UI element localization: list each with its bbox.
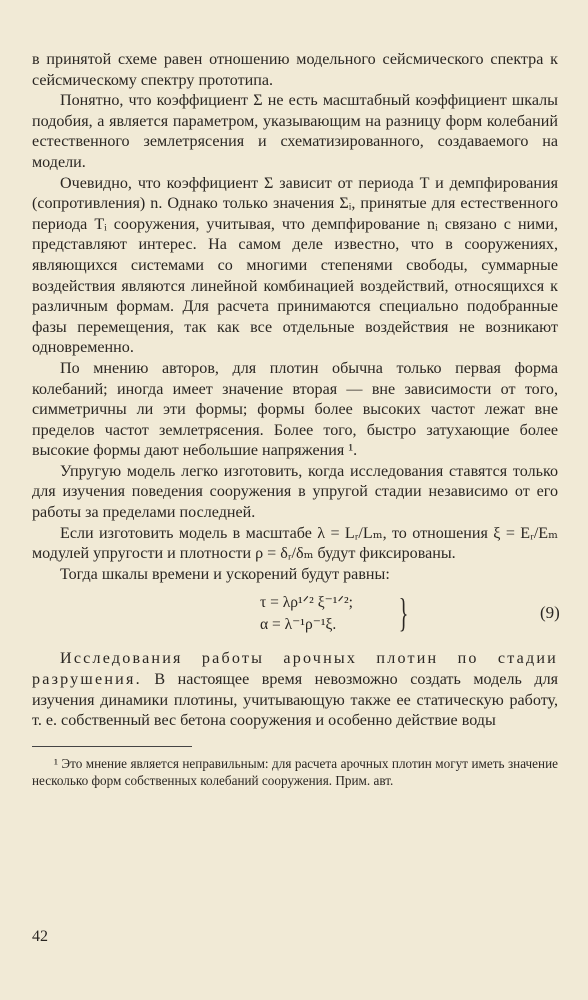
formula-9 [32, 589, 558, 643]
footnote-divider [32, 746, 192, 747]
right-brace-icon: } [398, 590, 409, 636]
paragraph-3: Очевидно, что коэффициент Σ зависит от периода T и демпфирования (сопротивления) n. Однако только значения Σᵢ, принятые для естественного периода Tᵢ сооружения, учитывая, что демпфирование nᵢ связано с ними, представляют интерес. На самом деле известно, что в сооружениях, являющихся системами со многими степенями свободы, суммарные воздействия являются линейной комбинацией воздействий, относящихся к различным формам. Для расчета принимаются специально подобранные фазы перемещения, так как все отдельные воздействия не возникают одновременно. [32, 174, 558, 357]
paragraph-4: По мнению авторов, для плотин обычна только первая форма колебаний; иногда имеет значение вторая — вне зависимости от того, симметричны ли эти формы; формы более высоких частот лежат вне пределов частот землетрясения. Более того, быстро затухающие более высокие формы дают небольшие напряжения ¹. [32, 359, 558, 460]
section-heading: Исследования работы арочных плотин по стадии разрушения. [32, 650, 558, 689]
section-paragraph [32, 649, 558, 731]
formula-number: (9) [540, 603, 560, 623]
footnote: ¹ Это мнение является неправильным: для расчета арочных плотин могут иметь значение несколько форм собственных колебаний сооружения. Прим. авт. [32, 755, 558, 789]
formula-line-time-scale: τ = λρ¹ᐟ² ξ⁻¹ᐟ²; [260, 594, 353, 612]
paragraph-5: Упругую модель легко изготовить, когда исследования ставятся только для изучения поведения сооружения в упругой стадии независимо от его работы за пределами последней. [32, 462, 558, 522]
section-text: В настоящее время невозможно создать модель для изучения динамики плотины, учитывающую также ее статическую работу, т. е. собственный вес бетона сооружения и особенно действие воды [32, 671, 558, 730]
page-number: 42 [32, 928, 48, 945]
paragraph-7: Тогда шкалы времени и ускорений будут равны: [60, 565, 390, 583]
paragraph-2: Понятно, что коэффициент Σ не есть масштабный коэффициент шкалы подобия, а является параметром, указывающим на разницу форм колебаний естественного землетрясения и схематизированного, создаваемого на модели. [32, 92, 558, 171]
paragraph-6: Если изготовить модель в масштабе λ = Lᵣ/Lₘ, то отношения ξ = Eᵣ/Eₘ модулей упругости и плотности ρ = δᵣ/δₘ будут фиксированы. [32, 524, 558, 563]
formula-line-acceleration-scale: α = λ⁻¹ρ⁻¹ξ. [260, 616, 337, 634]
paragraph-1: в принятой схеме равен отношению модельного сейсмического спектра к сейсмическому спектру прототипа. [32, 51, 558, 89]
